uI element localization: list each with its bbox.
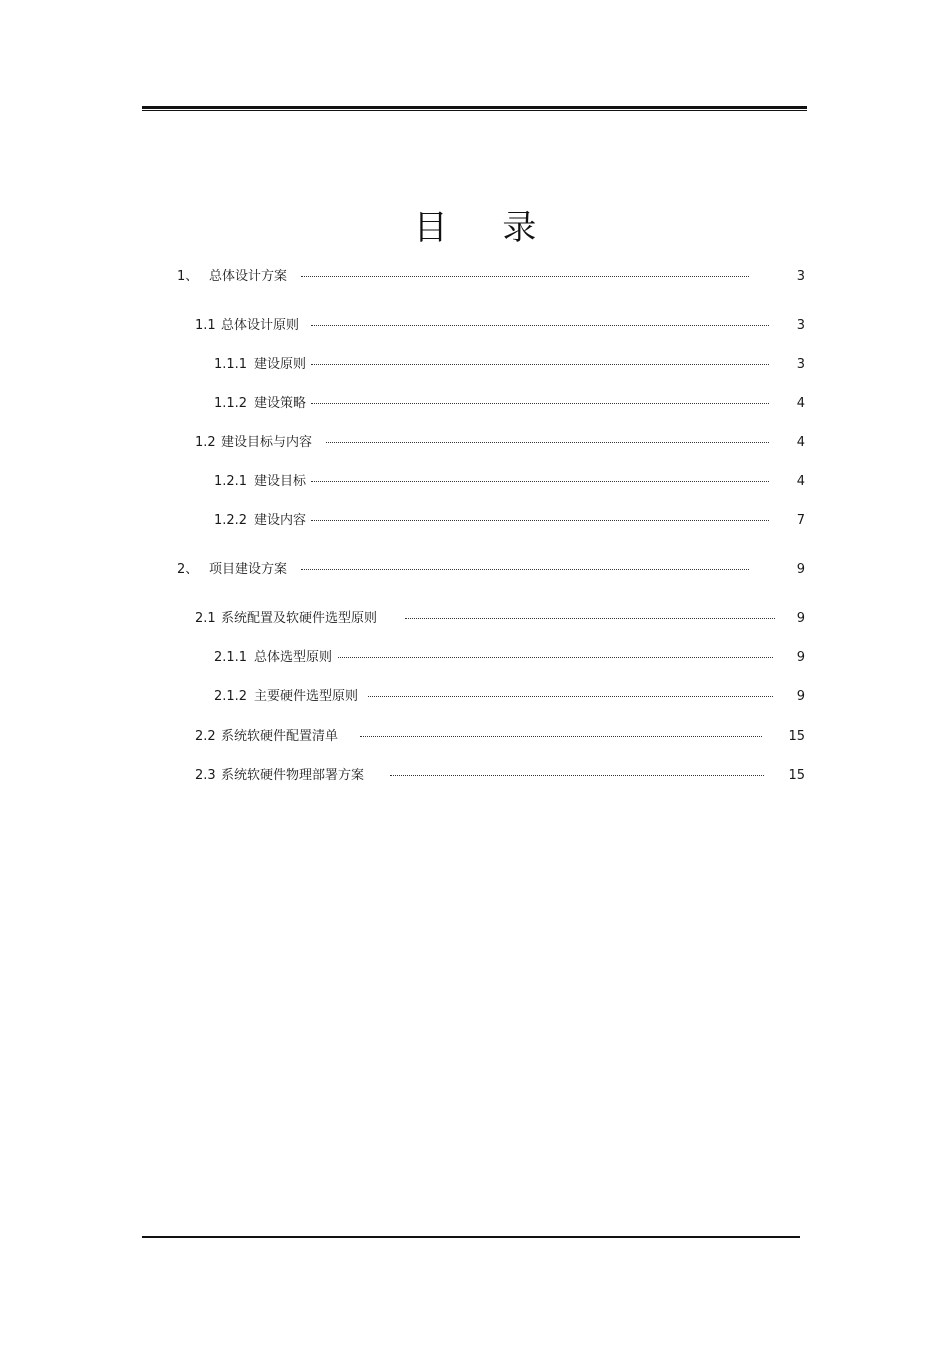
toc-entry-1-2-2[interactable] xyxy=(214,512,805,530)
toc-entry-page: 9 xyxy=(796,689,805,704)
toc-leader-dots xyxy=(301,276,749,277)
toc-entry-2[interactable] xyxy=(177,561,805,579)
toc-entry-number: 1、 xyxy=(177,269,199,284)
toc-leader-dots xyxy=(301,569,749,570)
toc-entry-number: 1.2 xyxy=(195,435,216,450)
toc-entry-text: 总体设计原则 xyxy=(221,318,300,333)
toc-entry-number: 2.1.1 xyxy=(214,650,248,665)
toc-entry-page: 15 xyxy=(788,768,805,783)
toc-entry-text: 建设内容 xyxy=(254,513,307,528)
toc-entry-number: 1.1 xyxy=(195,318,216,333)
toc-entry-text: 项目建设方案 xyxy=(209,562,288,577)
toc-entry-page: 4 xyxy=(796,435,805,450)
toc-entry-text: 系统软硬件物理部署方案 xyxy=(221,768,365,783)
toc-entry-1-2-1[interactable] xyxy=(214,473,805,491)
toc-leader-dots xyxy=(390,775,764,776)
toc-entry-text: 系统配置及软硬件选型原则 xyxy=(221,611,378,626)
toc-entry-page: 9 xyxy=(796,562,805,577)
toc-entry-page: 4 xyxy=(796,474,805,489)
toc-entry-text: 主要硬件选型原则 xyxy=(254,689,359,704)
toc-entry-number: 1.1.2 xyxy=(214,396,248,411)
toc-leader-dots xyxy=(311,520,769,521)
toc-entry-text: 建设目标与内容 xyxy=(221,435,313,450)
header-rule-thin xyxy=(142,110,807,111)
toc-entry-2-1[interactable] xyxy=(195,610,805,628)
toc-entry-text: 系统软硬件配置清单 xyxy=(221,729,339,744)
toc-leader-dots xyxy=(311,325,769,326)
toc-entry-1-2[interactable] xyxy=(195,434,805,452)
toc-leader-dots xyxy=(311,403,769,404)
toc-entry-page: 4 xyxy=(796,396,805,411)
header-rule-thick xyxy=(142,106,807,109)
toc-title: 目 录 xyxy=(413,208,559,248)
toc-entry-page: 3 xyxy=(796,318,805,333)
toc-entry-text: 总体选型原则 xyxy=(254,650,333,665)
toc-entry-number: 2.1.2 xyxy=(214,689,248,704)
toc-entry-2-2[interactable] xyxy=(195,728,805,746)
toc-entry-number: 1.1.1 xyxy=(214,357,248,372)
toc-leader-dots xyxy=(405,618,775,619)
toc-entry-page: 3 xyxy=(796,357,805,372)
footer-rule xyxy=(142,1236,800,1238)
toc-entry-1-1-1[interactable] xyxy=(214,356,805,374)
toc-entry-page: 9 xyxy=(796,650,805,665)
toc-entry-text: 建设目标 xyxy=(254,474,307,489)
toc-entry-number: 1.2.1 xyxy=(214,474,248,489)
toc-entry-page: 3 xyxy=(796,269,805,284)
toc-entry-page: 9 xyxy=(796,611,805,626)
toc-entry-number: 2、 xyxy=(177,562,199,577)
toc-entry-text: 建设原则 xyxy=(254,357,307,372)
toc-entry-number: 2.3 xyxy=(195,768,216,783)
toc-entry-2-3[interactable] xyxy=(195,767,805,785)
toc-entry-text: 总体设计方案 xyxy=(209,269,288,284)
toc-leader-dots xyxy=(338,657,773,658)
toc-entry-page: 15 xyxy=(788,729,805,744)
toc-entry-1[interactable] xyxy=(177,268,805,286)
toc-leader-dots xyxy=(360,736,762,737)
toc-entry-2-1-1[interactable] xyxy=(214,649,805,667)
toc-entry-number: 2.2 xyxy=(195,729,216,744)
toc-entry-page: 7 xyxy=(796,513,805,528)
toc-entry-number: 2.1 xyxy=(195,611,216,626)
toc-entry-text: 建设策略 xyxy=(254,396,307,411)
toc-entry-2-1-2[interactable] xyxy=(214,688,805,706)
toc-entry-number: 1.2.2 xyxy=(214,513,248,528)
toc-leader-dots xyxy=(311,364,769,365)
toc-leader-dots xyxy=(326,442,769,443)
toc-entry-1-1[interactable] xyxy=(195,317,805,335)
toc-leader-dots xyxy=(368,696,773,697)
toc-entry-1-1-2[interactable] xyxy=(214,395,805,413)
toc-leader-dots xyxy=(311,481,769,482)
